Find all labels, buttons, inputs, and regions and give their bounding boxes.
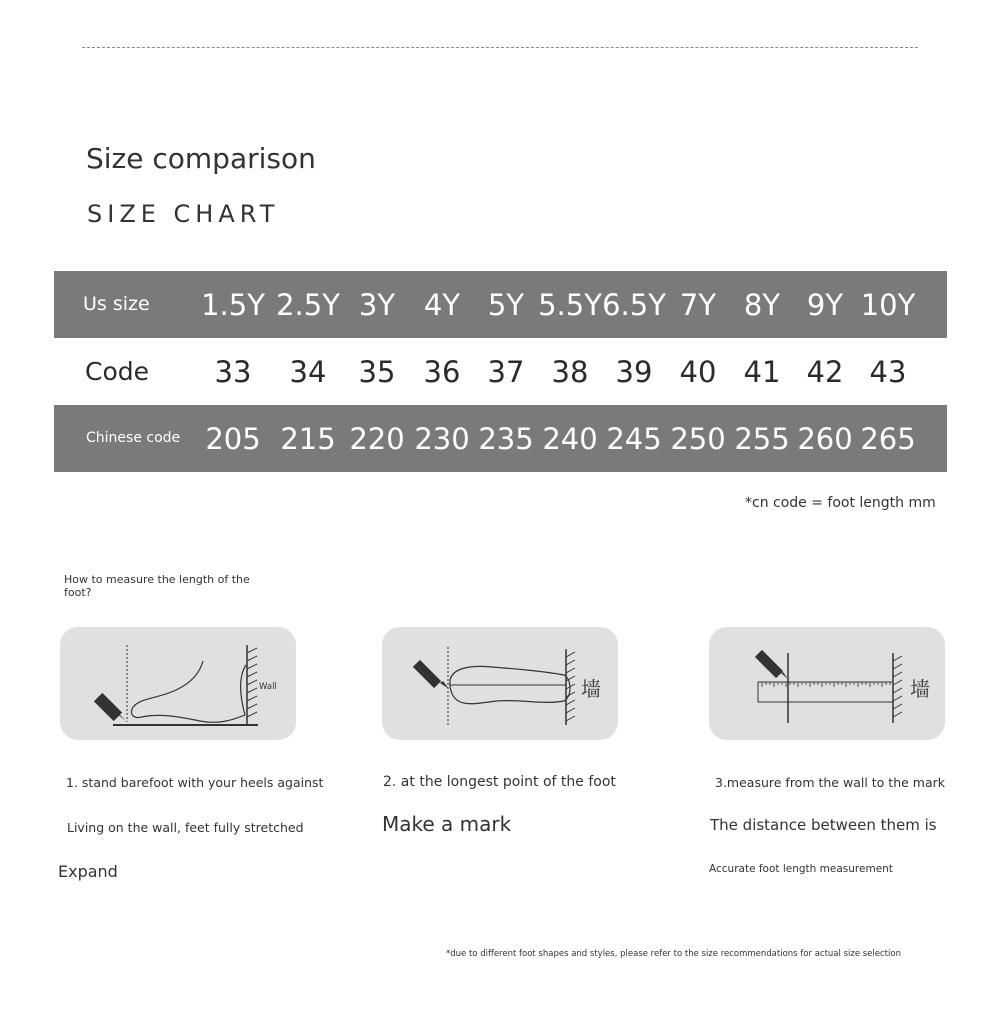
table-row-us-size [54,271,947,338]
table-cell: 43 [869,355,907,389]
step2-line1: 2. at the longest point of the foot [383,774,616,790]
wall-label: Wall [259,682,277,692]
pencil-icon [755,650,788,679]
table-cell: 4Y [423,288,461,322]
table-cell: 35 [358,355,396,389]
table-cell: 250 [670,422,726,456]
step2-illustration [382,627,618,740]
step1-line2: Living on the wall, feet fully stretched [67,820,304,835]
table-cell: 255 [734,422,790,456]
table-cell: 265 [860,422,916,456]
row-label: Chinese code [86,430,181,446]
table-cell: 205 [205,422,261,456]
table-cell: 6.5Y [602,288,666,322]
table-cell: 220 [349,422,405,456]
wall-icon [566,649,575,725]
table-cell: 36 [423,355,461,389]
table-cell: 39 [615,355,653,389]
step3-line1: 3.measure from the wall to the mark [715,775,945,790]
table-cell: 10Y [860,288,916,322]
wall-icon [247,645,257,725]
wall-label: 墙 [581,677,601,701]
foot-top-icon [450,666,570,703]
step1-line1: 1. stand barefoot with your heels against [66,775,324,790]
table-cell: 1.5Y [201,288,265,322]
step3-line3: Accurate foot length measurement [709,863,893,875]
table-cell: 33 [214,355,252,389]
table-cell: 34 [289,355,327,389]
table-cell: 245 [606,422,662,456]
table-cell: 7Y [679,288,717,322]
table-cell: 5.5Y [538,288,602,322]
pencil-icon [94,693,126,721]
table-cell: 8Y [743,288,781,322]
dashed-divider [82,47,918,48]
page-subtitle: SIZE CHART [87,200,280,228]
table-cell: 2.5Y [276,288,340,322]
cn-code-note: *cn code = foot length mm [745,495,936,511]
step1-line3: Expand [58,862,118,881]
table-cell: 260 [797,422,853,456]
table-cell: 41 [743,355,781,389]
table-row-chinese-code [54,405,947,472]
table-row-code [54,338,947,405]
table-cell: 38 [551,355,589,389]
foot-side-icon [127,645,246,722]
ruler-icon [758,682,893,702]
table-cell: 3Y [358,288,396,322]
table-cell: 5Y [487,288,525,322]
table-cell: 230 [414,422,470,456]
step3-line2: The distance between them is [710,816,937,834]
table-cell: 37 [487,355,525,389]
step3-illustration [709,627,945,740]
howto-heading: How to measure the length of the foot? [64,573,250,599]
pencil-icon [413,660,449,689]
wall-label: 墙 [910,677,930,701]
table-cell: 42 [806,355,844,389]
row-label: Us size [83,293,150,315]
disclaimer: *due to different foot shapes and styles, please refer to the size recommendations for actual size selection [446,949,901,959]
table-cell: 40 [679,355,717,389]
wall-icon [893,653,902,723]
row-label: Code [85,357,150,386]
table-cell: 235 [478,422,534,456]
step1-illustration [60,627,296,740]
table-cell: 215 [280,422,336,456]
table-cell: 240 [542,422,598,456]
table-cell: 9Y [806,288,844,322]
page-title: Size comparison [86,142,316,175]
step2-line2: Make a mark [382,812,512,836]
